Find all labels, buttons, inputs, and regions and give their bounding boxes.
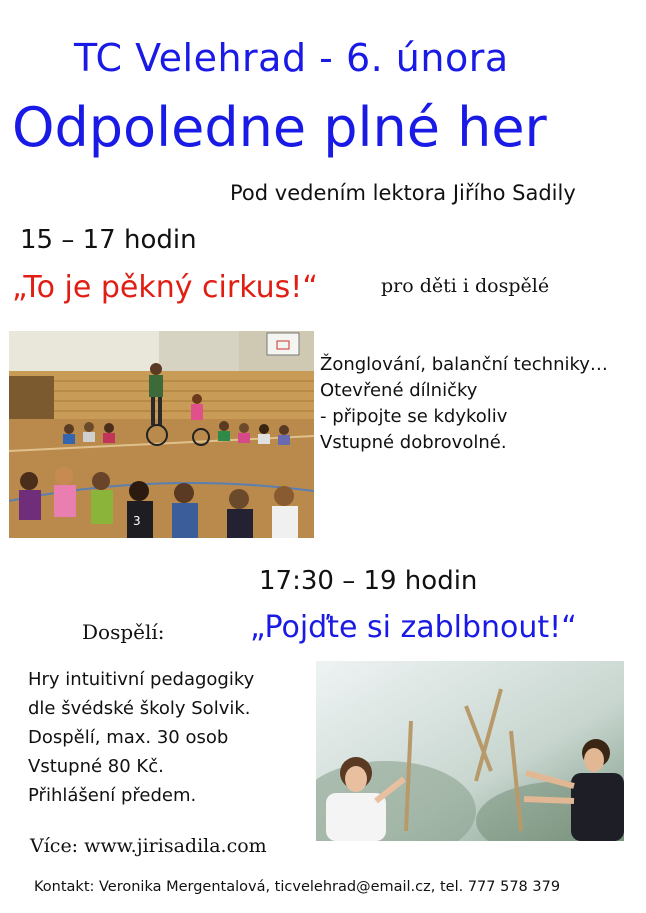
session2-title: „Pojďte si zablbnout!“ bbox=[250, 610, 577, 645]
session2-desc-line: Přihlášení předem. bbox=[28, 785, 197, 806]
session2-desc-line: Vstupné 80 Kč. bbox=[28, 756, 164, 777]
circus-photo-illustration bbox=[9, 331, 314, 538]
svg-text:3: 3 bbox=[133, 514, 141, 528]
games-photo bbox=[316, 661, 624, 841]
session2-description bbox=[28, 665, 254, 810]
lector-line: Pod vedením lektora Jiřího Sadily bbox=[230, 181, 576, 205]
session2-time: 17:30 – 19 hodin bbox=[259, 566, 478, 596]
session1-desc-line: Žonglování, balanční techniky… bbox=[320, 354, 608, 375]
event-line: TC Velehrad - 6. února bbox=[74, 36, 509, 80]
circus-photo bbox=[9, 331, 314, 538]
session1-audience: pro děti i dospělé bbox=[381, 275, 550, 297]
session2-audience: Dospělí: bbox=[82, 620, 165, 644]
contact-line: Kontakt: Veronika Mergentalová, ticvelehrad@email.cz, tel. 777 578 379 bbox=[34, 879, 561, 895]
session1-desc-line: - připojte se kdykoliv bbox=[320, 406, 508, 427]
games-photo-illustration bbox=[316, 661, 624, 841]
page-title: Odpoledne plné her bbox=[12, 96, 547, 159]
session1-description bbox=[320, 352, 608, 456]
session2-desc-line: dle švédské školy Solvik. bbox=[28, 698, 251, 719]
website-link[interactable]: Více: www.jirisadila.com bbox=[30, 835, 267, 857]
session1-time: 15 – 17 hodin bbox=[20, 225, 197, 255]
session1-title: „To je pěkný cirkus!“ bbox=[12, 270, 318, 305]
session1-desc-line: Otevřené dílničky bbox=[320, 380, 478, 401]
session1-desc-line: Vstupné dobrovolné. bbox=[320, 432, 507, 453]
session2-desc-line: Hry intuitivní pedagogiky bbox=[28, 669, 255, 690]
session2-desc-line: Dospělí, max. 30 osob bbox=[28, 727, 229, 748]
